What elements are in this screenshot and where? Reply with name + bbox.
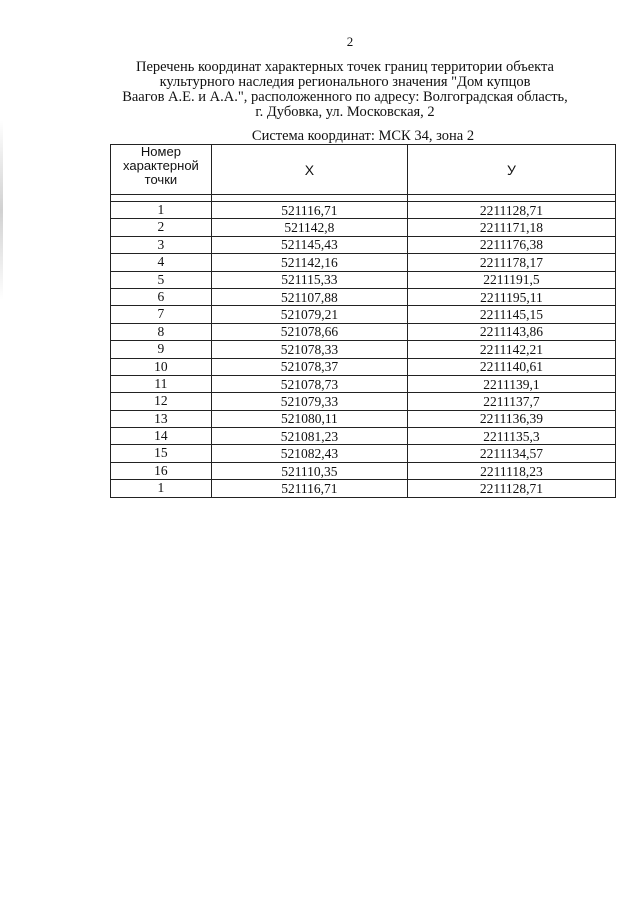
- table-row: [111, 375, 616, 392]
- table-row: [111, 480, 616, 497]
- x-coordinate-cell: 521080,11: [211, 410, 407, 427]
- y-coordinate-cell: 2211118,23: [407, 462, 615, 479]
- title-line: г. Дубовка, ул. Московская, 2: [255, 104, 435, 120]
- header-point-number: [111, 145, 212, 195]
- point-number-cell: 15: [111, 445, 212, 462]
- x-coordinate-cell: 521116,71: [211, 202, 407, 219]
- x-coordinate-cell: 521079,21: [211, 306, 407, 323]
- table-row: [111, 236, 616, 253]
- point-number-cell: 1: [111, 202, 212, 219]
- x-coordinate-cell: 521078,66: [211, 323, 407, 340]
- header-x: X: [211, 145, 407, 195]
- y-coordinate-cell: 2211145,15: [407, 306, 615, 323]
- y-coordinate-cell: 2211178,17: [407, 254, 615, 271]
- table-spacer-row: [111, 195, 616, 202]
- point-number-cell: 13: [111, 410, 212, 427]
- point-number-cell: 16: [111, 462, 212, 479]
- table-row: [111, 271, 616, 288]
- table-row: [111, 462, 616, 479]
- x-coordinate-cell: 521081,23: [211, 428, 407, 445]
- table-row: [111, 202, 616, 219]
- x-coordinate-cell: 521078,73: [211, 375, 407, 392]
- x-coordinate-cell: 521142,8: [211, 219, 407, 236]
- y-coordinate-cell: 2211135,3: [407, 428, 615, 445]
- title-line: культурного наследия регионального значения "Дом купцов: [159, 74, 531, 90]
- y-coordinate-cell: 2211191,5: [407, 271, 615, 288]
- table-row: [111, 358, 616, 375]
- y-coordinate-cell: 2211171,18: [407, 219, 615, 236]
- point-number-cell: 14: [111, 428, 212, 445]
- point-number-cell: 2: [111, 219, 212, 236]
- header-y: У: [407, 145, 615, 195]
- coordinates-table: [110, 144, 616, 498]
- table-header-row: [111, 145, 616, 195]
- scan-edge-shadow: [0, 120, 3, 300]
- point-number-cell: 5: [111, 271, 212, 288]
- y-coordinate-cell: 2211137,7: [407, 393, 615, 410]
- x-coordinate-cell: 521116,71: [211, 480, 407, 497]
- x-coordinate-cell: 521145,43: [211, 236, 407, 253]
- table-row: [111, 393, 616, 410]
- x-coordinate-cell: 521078,37: [211, 358, 407, 375]
- point-number-cell: 10: [111, 358, 212, 375]
- y-coordinate-cell: 2211176,38: [407, 236, 615, 253]
- table-row: [111, 306, 616, 323]
- table-row: [111, 428, 616, 445]
- point-number-cell: 4: [111, 254, 212, 271]
- y-coordinate-cell: 2211195,11: [407, 288, 615, 305]
- point-number-cell: 7: [111, 306, 212, 323]
- x-coordinate-cell: 521110,35: [211, 462, 407, 479]
- table-row: [111, 288, 616, 305]
- title-line: Ваагов А.Е. и А.А.", расположенного по адресу: Волгоградская область,: [122, 89, 568, 105]
- document-title: [60, 60, 630, 120]
- table-row: [111, 445, 616, 462]
- table-body: [111, 202, 616, 498]
- header-number-line: точки: [144, 172, 178, 187]
- y-coordinate-cell: 2211134,57: [407, 445, 615, 462]
- point-number-cell: 8: [111, 323, 212, 340]
- x-coordinate-cell: 521115,33: [211, 271, 407, 288]
- table-row: [111, 323, 616, 340]
- table-row: [111, 410, 616, 427]
- y-coordinate-cell: 2211136,39: [407, 410, 615, 427]
- point-number-cell: 9: [111, 341, 212, 358]
- spacer-cell: [211, 195, 407, 202]
- x-coordinate-cell: 521079,33: [211, 393, 407, 410]
- x-coordinate-cell: 521142,16: [211, 254, 407, 271]
- point-number-cell: 11: [111, 375, 212, 392]
- y-coordinate-cell: 2211139,1: [407, 375, 615, 392]
- title-line: Перечень координат характерных точек границ территории объекта: [136, 59, 554, 75]
- y-coordinate-cell: 2211140,61: [407, 358, 615, 375]
- header-number-line: Номер: [140, 144, 181, 159]
- header-number-line: характерной: [123, 158, 199, 173]
- point-number-cell: 12: [111, 393, 212, 410]
- y-coordinate-cell: 2211143,86: [407, 323, 615, 340]
- table-row: [111, 254, 616, 271]
- spacer-cell: [111, 195, 212, 202]
- coordinate-system-caption: Система координат: МСК 34, зона 2: [251, 128, 475, 144]
- x-coordinate-cell: 521082,43: [211, 445, 407, 462]
- page-number: 2: [346, 34, 354, 49]
- y-coordinate-cell: 2211142,21: [407, 341, 615, 358]
- y-coordinate-cell: 2211128,71: [407, 202, 615, 219]
- point-number-cell: 1: [111, 480, 212, 497]
- x-coordinate-cell: 521078,33: [211, 341, 407, 358]
- point-number-cell: 3: [111, 236, 212, 253]
- x-coordinate-cell: 521107,88: [211, 288, 407, 305]
- spacer-cell: [407, 195, 615, 202]
- table-row: [111, 219, 616, 236]
- point-number-cell: 6: [111, 288, 212, 305]
- y-coordinate-cell: 2211128,71: [407, 480, 615, 497]
- table-row: [111, 341, 616, 358]
